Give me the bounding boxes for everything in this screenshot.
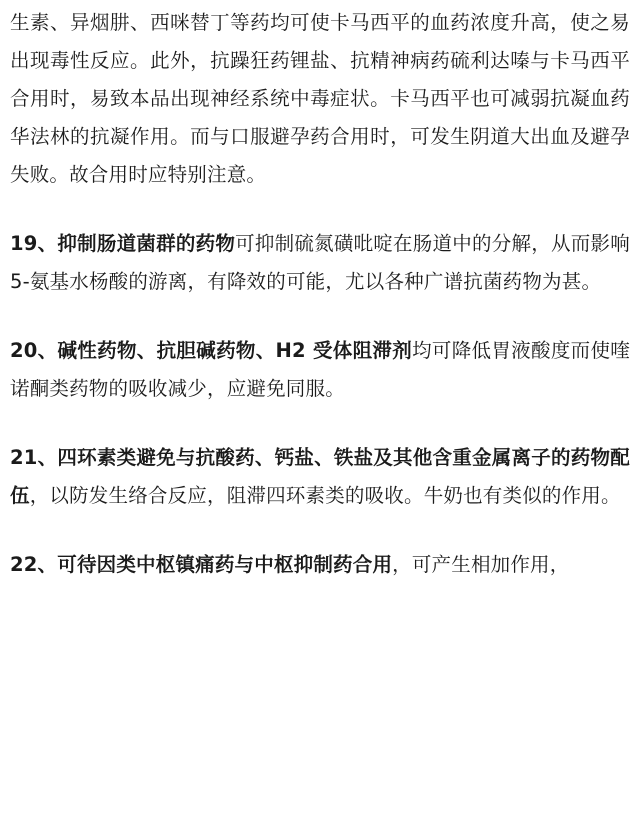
para-continued-run-0: 生素、异烟肼、西咪替丁等药均可使卡马西平的血药浓度升高，使之易出现毒性反应。此外，抗躁狂药锂盐、抗精神病药硫利达嗪与卡马西平合用时，易致本品出现神经系统中毒症状。卡马西平也可减弱抗凝血药华法林的抗凝作用。而与口服避孕药合用时，可发生阴道大出血及避孕失败。故合用时应特别注意。 [10,11,630,186]
para-22-run-2: ，可产生相加作用， [392,553,570,576]
para-22 [10,546,630,584]
paragraph-spacer [10,515,630,546]
para-22-run-0: 22、 [10,553,58,576]
para-20-run-0: 20、 [10,339,58,362]
paragraph-spacer [10,408,630,439]
para-19 [10,225,630,301]
para-20-run-1: 碱性药物、抗胆碱药物、H2 受体阻滞剂 [57,339,413,362]
para-19-run-0: 19、 [10,232,58,255]
paragraph-spacer [10,194,630,225]
para-19-run-1: 抑制肠道菌群的药物 [57,232,236,255]
document-body [10,0,630,584]
para-21-run-0: 21、 [10,446,58,469]
para-continued [10,0,630,194]
para-21 [10,439,630,515]
para-19-run-2: 可抑制硫氮磺吡啶在肠道中的分解，从而影响 5-氨基水杨酸的游离，有降效的可能，尤以各种广谱抗菌药物为甚。 [10,232,630,293]
para-21-run-1: 四环素类避免与抗酸药、钙盐、铁盐及其他含重金属离子的药物配伍 [10,446,630,507]
para-20 [10,332,630,408]
paragraph-spacer [10,301,630,332]
para-21-run-2: ，以防发生络合反应，阻滞四环素类的吸收。牛奶也有类似的作用。 [29,484,621,507]
para-20-run-2: 均可降低胃液酸度而使喹诺酮类药物的吸收减少，应避免同服。 [10,339,630,400]
para-22-run-1: 可待因类中枢镇痛药与中枢抑制药合用 [57,553,393,576]
